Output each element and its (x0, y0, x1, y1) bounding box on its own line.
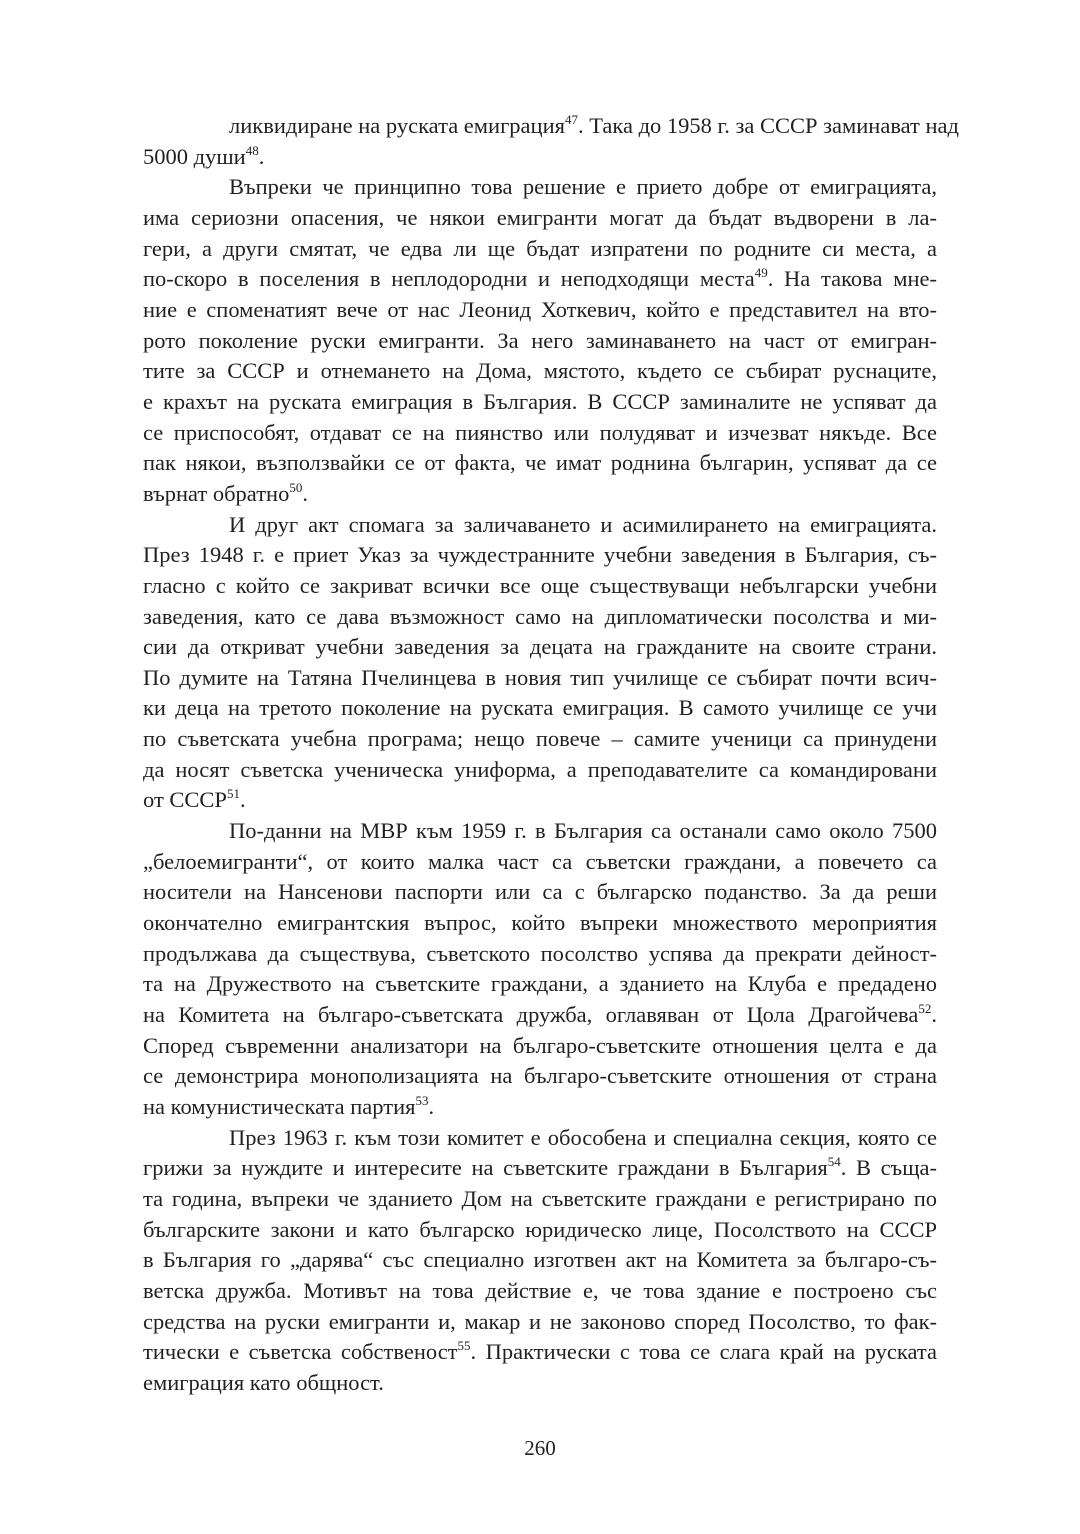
line-text: . (239, 787, 246, 813)
line-text: . (428, 1094, 435, 1119)
text-line (143, 418, 937, 449)
line-text: заведения, като се дава възможност само на дипломатически посолства и ми- (143, 603, 937, 629)
line-text: . Така до 1958 г. за СССР заминават над (577, 113, 959, 138)
line-text: от СССР (143, 787, 227, 813)
line-text: емиграция като общност. (143, 1369, 384, 1395)
line-text: по съветската учебна програма; нещо повече – самите ученици са принудени (143, 726, 937, 752)
text-line (143, 510, 937, 541)
line-text: ветска дружба. Мотивът на това действие е, че това здание е построено със (143, 1277, 937, 1303)
text-line (143, 785, 937, 816)
page-body (143, 111, 959, 1399)
text-line (143, 1123, 937, 1154)
line-text: на Комитета на българо-съветската дружба, оглавяван от Цола Драгойчева (143, 1002, 919, 1028)
text-line (143, 693, 937, 724)
text-line (143, 448, 937, 479)
line-text: по-скоро в поселения в неплодородни и неподходящи места (143, 266, 755, 292)
line-text: сии да откриват учебни заведения за децата на гражданите на своите страни. (143, 634, 937, 660)
text-line (143, 1368, 937, 1399)
text-line (143, 111, 959, 142)
line-text: . (302, 480, 308, 506)
text-line (143, 847, 937, 878)
text-line (143, 203, 937, 234)
line-text: се приспособят, отдават се на пиянство или полудяват и изчезват някъде. Все (143, 419, 937, 445)
text-line (143, 939, 937, 970)
text-line (143, 234, 937, 265)
line-text: тически е съветска собственост (143, 1339, 458, 1365)
text-line (143, 356, 937, 387)
line-text: се демонстрира монополизацията на българо-съветските отношения от страна (143, 1063, 937, 1089)
line-text: да носят съветска ученическа униформа, а преподавателите са командировани (143, 756, 937, 782)
text-line (143, 1061, 937, 1092)
footnote-ref: 51 (226, 786, 240, 802)
text-line (143, 632, 937, 663)
line-text: пак някои, възползвайки се от факта, че имат роднина българин, успяват да се (143, 450, 937, 476)
text-line (143, 142, 937, 173)
line-text: Според съвременни анализатори на българо-съветските отношения целта е да (143, 1032, 937, 1058)
footnote-ref: 52 (918, 1001, 932, 1017)
text-line (143, 1184, 937, 1215)
footnote-ref: 47 (564, 112, 578, 127)
line-text: носители на Нансенови паспорти или са с българско поданство. За да реши (143, 879, 937, 905)
footnote-ref: 53 (415, 1093, 429, 1108)
footnote-ref: 48 (245, 142, 259, 158)
page-number: 260 (524, 1436, 556, 1460)
line-text: в България го „дарява“ със специално изготвен акт на Комитета за българо-съ- (143, 1247, 937, 1273)
line-text: българските закони и като българско юридическо лице, Посолството на СССР (143, 1216, 937, 1242)
text-line (143, 755, 937, 786)
text-line (143, 264, 937, 295)
text-line (143, 540, 937, 571)
line-text: рото поколение руски емигранти. За него заминаването на част от емигран- (143, 327, 937, 353)
line-text: . (931, 1002, 937, 1028)
text-line (143, 1307, 937, 1338)
footnote-ref: 54 (827, 1154, 841, 1170)
line-text: средства на руски емигранти и, макар и не законово според Посолство, то фак- (143, 1308, 937, 1334)
line-text: . На такова мне- (767, 266, 937, 292)
line-text: гери, а други смятат, че едва ли ще бъдат изпратени по родните си места, а (143, 235, 937, 261)
paragraph (143, 1123, 937, 1399)
line-text: грижи за нуждите и интересите на съветските граждани в България (143, 1155, 828, 1181)
line-text: на комунистическата партия (143, 1094, 416, 1119)
text-line (143, 663, 937, 694)
line-text: Въпреки че принципно това решение е прието добре от емиграцията, (229, 174, 937, 200)
line-text: . (258, 143, 265, 169)
line-text: та година, въпреки че зданието Дом на съветските граждани е регистрирано по (143, 1185, 937, 1211)
line-text: И друг акт спомага за заличаването и асимилирането на емиграцията. (229, 511, 937, 537)
text-line (143, 1215, 937, 1246)
line-text: гласно с който се закриват всички все още съществуващи небългарски учебни (143, 572, 937, 598)
line-text: ние е споменатият вече от нас Леонид Хоткевич, който е представител на вто- (143, 296, 937, 322)
text-line (143, 816, 937, 847)
text-line (143, 877, 937, 908)
line-text: През 1963 г. към този комитет е обособена и специална секция, която се (229, 1124, 937, 1150)
text-line (143, 479, 937, 510)
line-text: ликвидиране на руската емиграция (229, 113, 565, 138)
footnote-ref: 50 (289, 479, 303, 495)
text-line (143, 1000, 937, 1031)
paragraph (143, 172, 937, 509)
paragraph (143, 510, 937, 817)
text-line (143, 172, 937, 203)
text-line (143, 1245, 937, 1276)
footnote-ref: 49 (754, 265, 768, 281)
line-text: ки деца на третото поколение на руската емиграция. В самото училище се учи (143, 695, 937, 721)
line-text: има сериозни опасения, че някои емигранти могат да бъдат въдворени в ла- (143, 204, 937, 230)
text-line (143, 1276, 937, 1307)
paragraph (143, 111, 959, 172)
footnote-ref: 55 (457, 1338, 471, 1354)
line-text: тите за СССР и отнемането на Дома, мястото, където се събират руснаците, (143, 358, 937, 384)
text-line (143, 326, 937, 357)
text-line (143, 1092, 937, 1123)
text-line (143, 1153, 937, 1184)
line-text: . В съща- (840, 1155, 937, 1181)
text-line (143, 571, 937, 602)
text-line (143, 724, 937, 755)
line-text: По думите на Татяна Пчелинцева в новия тип училище се събират почти всич- (143, 664, 937, 690)
line-text: . Практически с това се слага край на руската (470, 1339, 937, 1365)
line-text: „белоемигранти“, от които малка част са съветски граждани, а повечето са (143, 848, 937, 874)
text-line (143, 1031, 937, 1062)
line-text: е крахът на руската емиграция в България. В СССР заминалите не успяват да (143, 388, 937, 414)
line-text: върнат обратно (143, 480, 290, 506)
line-text: та на Дружеството на съветските граждани, а зданието на Клуба е предадено (143, 971, 937, 997)
line-text: продължава да съществува, съветското посолство успява да прекрати дейност- (143, 940, 937, 966)
text-line (143, 295, 937, 326)
line-text: През 1948 г. е приет Указ за чуждестранните учебни заведения в България, съ- (143, 542, 937, 568)
line-text: 5000 души (143, 143, 246, 169)
text-line (143, 387, 937, 418)
text-line (143, 969, 937, 1000)
paragraph (143, 816, 937, 1123)
text-line (143, 908, 937, 939)
line-text: По-данни на МВР към 1959 г. в България са останали само около 7500 (229, 818, 937, 844)
text-line (143, 1337, 937, 1368)
text-line (143, 602, 937, 633)
line-text: окончателно емигрантския въпрос, който въпреки множеството мероприятия (143, 910, 937, 936)
